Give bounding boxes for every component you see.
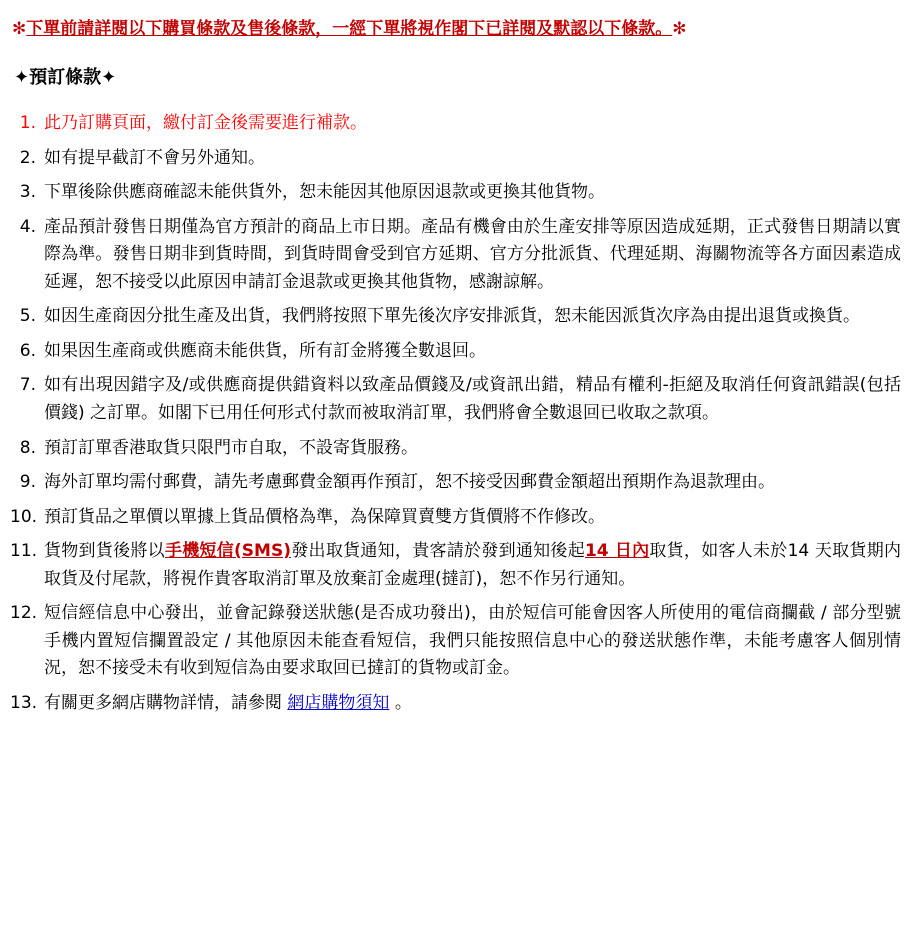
list-item-text: 下單後除供應商確認未能供貨外，恕未能因其他原因退款或更換其他貨物。 [44, 182, 605, 203]
list-item-text: 此乃訂購頁面，繳付訂金後需要進行補款。 [44, 113, 367, 134]
list-item-text: 如有提早截訂不會另外通知。 [44, 147, 265, 168]
list-item [10, 110, 901, 138]
list-item-number: 8. [19, 437, 36, 458]
list-item-text: 預訂貨品之單價以單據上貨品價格為準，為保障買賣雙方貨價將不作修改。 [44, 506, 605, 527]
list-item [10, 435, 901, 463]
shopping-guide-link[interactable]: 網店購物須知 [287, 692, 390, 713]
star-right-icon: ✻ [672, 19, 687, 39]
list-item [10, 538, 901, 593]
list-item-text-part2: 。 [394, 692, 412, 713]
list-item-text: 如果因生產商或供應商未能供貨，所有訂金將獲全數退回。 [44, 340, 486, 361]
list-item-text: 如有出現因錯字及/或供應商提供錯資料以致產品價錢及/或資訊出錯，精品有權利-拒絕及取消任何資訊錯誤(包括價錢) 之訂單。如閣下已用任何形式付款而被取消訂單，我們將會全數退回已收取之款項。 [44, 375, 901, 424]
list-item-text-part1: 有關更多網店購物詳情，請參閱 [44, 692, 282, 713]
list-item-number: 1. [19, 113, 36, 134]
list-item-text: 如因生產商因分批生產及出貨，我們將按照下單先後次序安排派貨，恕未能因派貨次序為由提出退貨或換貨。 [44, 306, 860, 327]
list-item-text: 海外訂單均需付郵費，請先考慮郵費金額再作預訂，恕不接受因郵費金額超出預期作為退款理由。 [44, 472, 775, 493]
list-item-number: 2. [19, 147, 36, 168]
list-item-text-part3: 取貨，如客人未於14 天取貨期内取貨及付尾款，將視作貴客取消訂單及放棄訂金處理(撻訂)，恕不作另行通知。 [44, 541, 901, 589]
list-item-text-part1: 貨物到貨後將以 [44, 541, 165, 562]
list-item-text-part2: 發出取貨通知，貴客請於發到通知後起 [291, 541, 585, 562]
list-item-text: 產品預計發售日期僅為官方預計的商品上市日期。產品有機會由於生產安排等原因造成延期，正式發售日期請以實際為準。發售日期非到貨時間，到貨時間會受到官方延期、官方分批派貨、代理延期、海關物流等各方面因素造成延遲，恕不接受以此原因申請訂金退款或更換其他貨物，感謝諒解。 [44, 216, 901, 292]
star-left-icon: ✻ [12, 19, 27, 39]
list-item-text: 預訂訂單香港取貨只限門市自取，不設寄貨服務。 [44, 437, 418, 458]
list-item [10, 690, 901, 718]
list-item [10, 469, 901, 497]
list-item [10, 303, 901, 331]
list-item-number: 5. [19, 306, 36, 327]
sms-highlight: 手機短信(SMS) [164, 541, 291, 562]
list-item-number: 13. [10, 692, 38, 713]
list-item-number: 11. [10, 541, 38, 562]
list-item [10, 338, 901, 366]
list-item [10, 504, 901, 532]
list-item [10, 179, 901, 207]
banner-text: 下單前請詳閱以下購買條款及售後條款，一經下單將視作閣下已詳閱及默認以下條款。 [26, 19, 673, 39]
top-warning-banner [12, 16, 901, 42]
list-item-number: 10. [10, 506, 38, 527]
terms-list [10, 110, 901, 717]
list-item-number: 6. [19, 340, 36, 361]
list-item-number: 3. [19, 182, 36, 203]
list-item [10, 600, 901, 683]
list-item [10, 145, 901, 173]
list-item-number: 9. [19, 472, 36, 493]
list-item-number: 4. [19, 216, 36, 237]
list-item-number: 12. [10, 603, 38, 624]
list-item-text: 短信經信息中心發出，並會記錄發送狀態(是否成功發出)，由於短信可能會因客人所使用的電信商攔截 / 部分型號手機内置短信攔置設定 / 其他原因未能查看短信，我們只能按照信息中心的發送狀態作準，未能考慮客人個別情況，恕不接受未有收到短信為由要求取回已撻訂的貨物或訂金。 [44, 603, 901, 679]
list-item [10, 214, 901, 297]
section-title-preorder-terms: ✦預訂條款✦ [14, 67, 117, 89]
list-item-number: 7. [19, 375, 36, 396]
days-highlight: 14 日內 [584, 541, 650, 562]
list-item [10, 372, 901, 427]
